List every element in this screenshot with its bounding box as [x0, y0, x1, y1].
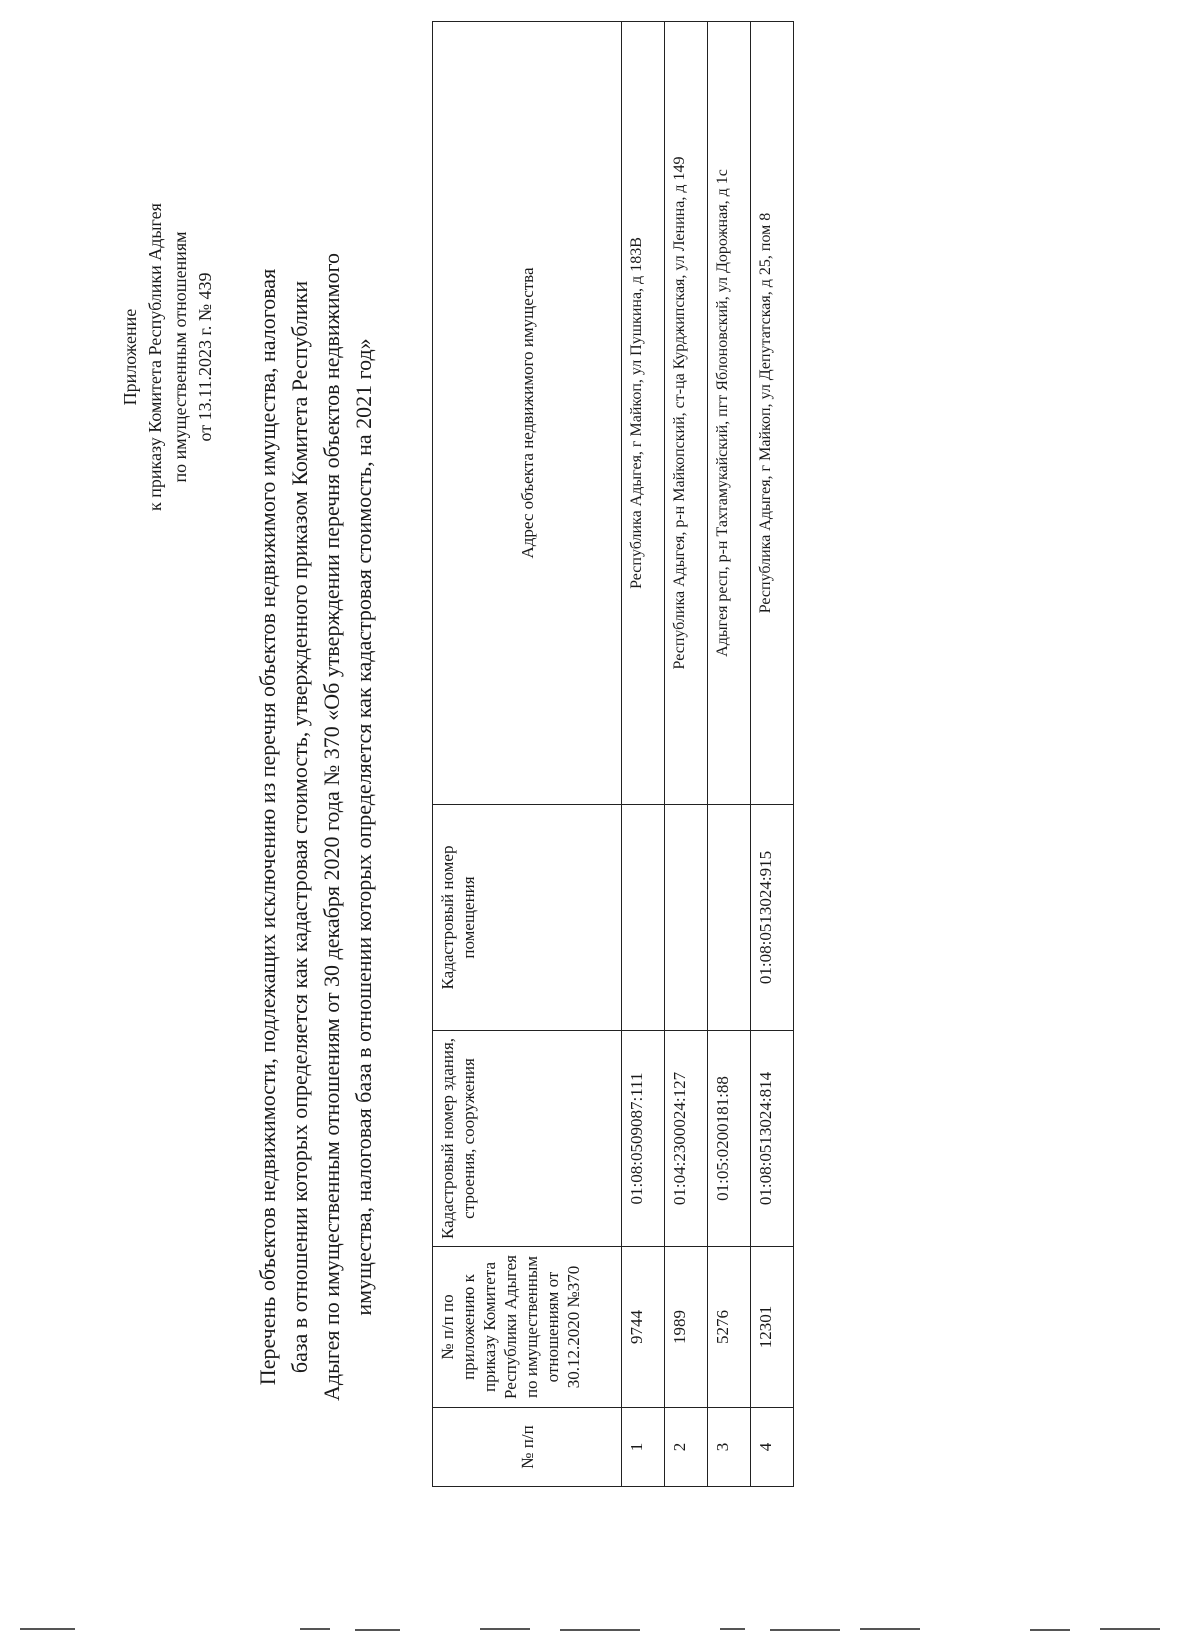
table-header-row [433, 22, 622, 1487]
appendix-date: от 13.11.2023 г. № 439 [195, 272, 215, 442]
cell-prilozhenie: 9744 [622, 1247, 665, 1408]
cell-kad-zdaniya: 01:08:0513024:814 [751, 1031, 794, 1247]
table-row [665, 22, 708, 1487]
cell-kad-zdaniya: 01:05:0200181:88 [708, 1031, 751, 1247]
table-row [708, 22, 751, 1487]
cell-kad-pomeshcheniya: 01:08:0513024:915 [751, 805, 794, 1031]
table-row [622, 22, 665, 1487]
scan-artifact [1100, 1628, 1160, 1630]
table-row [751, 22, 794, 1487]
title-line-1: Перечень объектов недвижимости, подлежащих исключению из перечня объектов недвижимого имущества, налоговая [255, 268, 280, 1386]
cell-kad-pomeshcheniya [665, 805, 708, 1031]
cell-num: 4 [751, 1408, 794, 1487]
header-kad-zdaniya: Кадастровый номер здания, строения, сооружения [433, 1031, 622, 1247]
header-prilozhenie: № п/п по приложению к приказу Комитета Республики Адыгея по имущественным отношениям от 30.12.2020 №370 [433, 1247, 622, 1408]
cell-num: 3 [708, 1408, 751, 1487]
title-line-3: Адыгея по имущественным отношениям от 30 декабря 2020 года № 370 «Об утверждении перечня объектов недвижимого [319, 252, 344, 1402]
scan-artifact [20, 1628, 75, 1630]
cell-prilozhenie: 1989 [665, 1247, 708, 1408]
appendix-order-ref: к приказу Комитета Республики Адыгея [145, 203, 165, 511]
cell-num: 2 [665, 1408, 708, 1487]
cell-address: Адыгея респ, р-н Тахтамукайский, пгт Яблоновский, ул Дорожная, д 1с [708, 22, 751, 805]
appendix-block [118, 77, 218, 637]
cell-address: Республика Адыгея, р-н Майкопский, ст-ца Курджипская, ул Ленина, д 149 [665, 22, 708, 805]
cell-kad-pomeshcheniya [708, 805, 751, 1031]
document-title [252, 157, 380, 1497]
cell-address: Республика Адыгея, г Майкоп, ул Пушкина, д 183В [622, 22, 665, 805]
cell-kad-zdaniya: 01:08:0509087:111 [622, 1031, 665, 1247]
title-line-2: база в отношении которых определяется как кадастровая стоимость, утвержденного приказом Комитета Республики [287, 280, 312, 1374]
scan-artifact [720, 1628, 745, 1630]
cell-kad-pomeshcheniya [622, 805, 665, 1031]
objects-table [432, 21, 794, 1487]
scan-artifact [300, 1628, 330, 1630]
scan-artifact [860, 1628, 920, 1630]
cell-prilozhenie: 12301 [751, 1247, 794, 1408]
appendix-label: Приложение [120, 308, 140, 406]
scan-artifact [480, 1628, 530, 1630]
cell-address: Республика Адыгея, г Майкоп, ул Депутатская, д 25, пом 8 [751, 22, 794, 805]
header-kad-pomeshcheniya: Кадастровый номер помещения [433, 805, 622, 1031]
scan-artifact [560, 1629, 640, 1631]
header-num: № п/п [433, 1408, 622, 1487]
scan-artifact [770, 1629, 840, 1631]
scan-artifact [1030, 1629, 1070, 1631]
cell-prilozhenie: 5276 [708, 1247, 751, 1408]
title-line-4: имущества, налоговая база в отношении которых определяется как кадастровая стоимость, на 2021 год» [351, 338, 376, 1316]
appendix-committee: по имущественным отношениям [170, 231, 190, 483]
header-address: Адрес объекта недвижимого имущества [433, 22, 622, 805]
scan-artifact [355, 1629, 400, 1631]
cell-num: 1 [622, 1408, 665, 1487]
cell-kad-zdaniya: 01:04:2300024:127 [665, 1031, 708, 1247]
